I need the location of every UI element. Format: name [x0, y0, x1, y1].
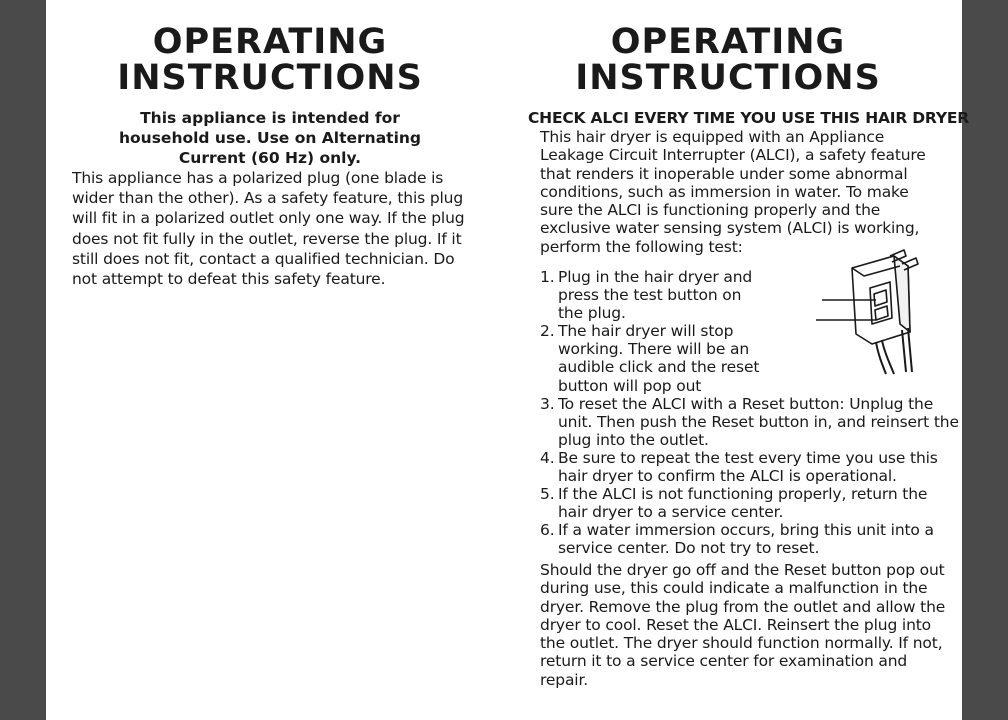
alci-intro-paragraph: This hair dryer is equipped with an Appliance Leakage Circuit Interrupter (ALCI), a safety feature that renders it inoperable under some abnormal conditions, such as immersion in water. To make sure the ALCI is functioning properly and the exclusive water sensing system (ALCI) is working, perform the following test:	[540, 128, 926, 256]
lead-line-3: Current (60 Hz) only.	[178, 149, 362, 167]
step-text: If the ALCI is not functioning properly, return the hair dryer to a service center.	[558, 485, 928, 522]
step-text: To reset the ALCI with a Reset button: Unplug the unit. Then push the Reset button in, and reinsert the plug into the outlet.	[558, 394, 959, 449]
step-text: Be sure to repeat the test every time you use this hair dryer to confirm the ALCI is operational.	[558, 448, 938, 486]
right-title-line2: INSTRUCTIONS	[575, 58, 881, 98]
alci-plug-icon	[816, 246, 956, 376]
step-number: 6.	[540, 521, 555, 540]
step-text: The hair dryer will stop working. There will be an audible click and the reset button will pop out	[558, 322, 760, 395]
list-item	[540, 485, 960, 521]
alci-check-heading: CHECK ALCI EVERY TIME YOU USE THIS HAIR DRYER	[528, 109, 969, 127]
malfunction-paragraph: Should the dryer go off and the Reset button pop out during use, this could indicate a malfunction in the dryer. Remove the plug from the outlet and allow the dryer to cool. Reset the ALCI. Reinsert the plug into the outlet. The dryer should function normally. If not, return it to a service center for examination and repair.	[540, 561, 946, 689]
step-number: 5.	[540, 485, 555, 504]
list-item	[540, 322, 763, 394]
step-number: 2.	[540, 322, 555, 341]
right-page-title	[528, 24, 928, 96]
manual-page	[46, 0, 969, 720]
polarized-plug-paragraph: This appliance has a polarized plug (one blade is wider than the other). As a safety feature, this plug will fit in a polarized outlet only one way. If the plug does not fit fully in the outlet, reverse the plug. If it still does not fit, contact a qualified technician. Do not attempt to defeat this safety feature.	[72, 169, 465, 289]
list-item	[540, 449, 960, 485]
left-title-line2: INSTRUCTIONS	[117, 58, 423, 98]
list-item	[540, 395, 960, 449]
list-item	[540, 521, 960, 557]
left-title-line1: OPERATING	[152, 22, 388, 62]
right-title-line1: OPERATING	[610, 22, 846, 62]
lead-line-2: household use. Use on Alternating	[118, 129, 422, 147]
left-page-title	[72, 24, 468, 96]
step-text: If a water immersion occurs, bring this unit into a service center. Do not try to reset.	[558, 521, 934, 558]
lead-line-1: This appliance is intended for	[140, 109, 400, 127]
list-item	[540, 268, 763, 322]
household-use-notice	[92, 108, 448, 168]
step-number: 1.	[540, 268, 555, 286]
step-text: Plug in the hair dryer and press the test button on the plug.	[558, 268, 753, 323]
step-number: 4.	[540, 448, 555, 467]
step-number: 3.	[540, 394, 555, 413]
